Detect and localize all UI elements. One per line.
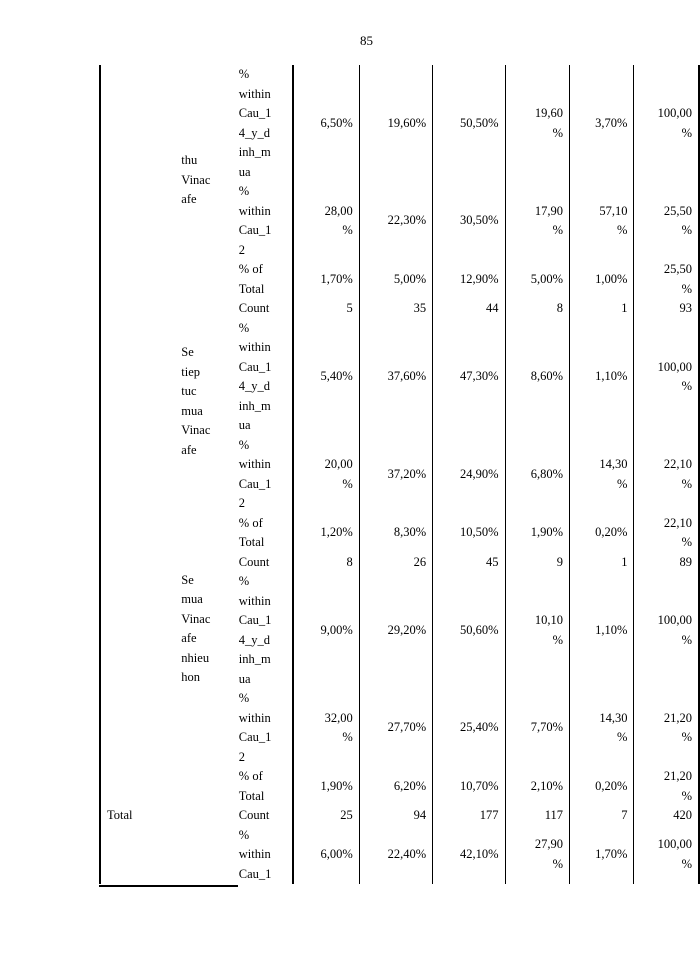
value-cell <box>505 572 569 689</box>
table-row <box>100 553 699 573</box>
value-text: 22,10 <box>663 457 692 471</box>
value-cell <box>359 572 432 689</box>
value-text: % <box>681 125 692 140</box>
value-cell <box>293 806 359 826</box>
value-cell <box>433 689 505 767</box>
value-text: % <box>552 125 563 140</box>
value-text: % <box>617 223 628 237</box>
value-text: 10,10 <box>534 613 563 627</box>
crosstab-table <box>99 65 700 884</box>
value-text: 1,00% <box>595 271 628 286</box>
value-cell <box>570 514 634 553</box>
value-text: % <box>681 223 692 237</box>
cell-line: 4_y_d <box>238 125 271 140</box>
subgroup-label <box>181 553 234 807</box>
cell-line: ua <box>238 164 251 179</box>
value-cell <box>505 514 569 553</box>
cell-line: within <box>238 340 271 354</box>
value-text: 0,20% <box>595 525 628 540</box>
table-bottom-rule <box>99 885 238 887</box>
value-cell <box>634 553 699 573</box>
cell-line: inh_m <box>238 398 271 413</box>
value-cell <box>505 806 569 826</box>
statistic-label <box>235 806 294 826</box>
cell-line: 4_y_d <box>238 379 271 393</box>
value-text: 100,00 <box>657 613 692 627</box>
value-text: 20,00 <box>324 457 353 471</box>
value-text: 0,20% <box>595 778 628 793</box>
value-cell <box>293 572 359 689</box>
value-cell <box>570 806 634 826</box>
value-cell <box>359 260 432 299</box>
cell-line: % <box>238 184 250 198</box>
value-cell <box>359 806 432 826</box>
value-text: 44 <box>486 301 499 315</box>
cell-line: afe <box>181 192 197 206</box>
value-cell <box>359 319 432 436</box>
value-text: 9 <box>556 554 563 569</box>
value-cell <box>433 767 505 806</box>
value-text: 22,10 <box>663 515 692 530</box>
row-group-cell <box>100 182 181 260</box>
cell-line: Se <box>181 572 194 587</box>
value-text: 45 <box>486 554 499 569</box>
value-cell <box>433 514 505 553</box>
cell-line: Cau_1 <box>238 613 272 627</box>
value-text: % <box>552 632 563 647</box>
value-cell <box>293 182 359 260</box>
value-text: 50,60% <box>460 622 499 637</box>
row-group-cell <box>100 436 181 514</box>
crosstab-body <box>100 65 699 884</box>
value-cell <box>505 319 569 436</box>
value-cell <box>433 553 505 573</box>
value-cell <box>634 260 699 299</box>
value-cell <box>359 826 432 885</box>
value-text: 14,30 <box>599 457 628 471</box>
value-text: % <box>342 476 353 491</box>
value-text: 32,00 <box>324 710 353 725</box>
cell-line: % <box>238 574 250 588</box>
cell-line: ua <box>238 418 251 432</box>
value-text: % <box>552 223 563 237</box>
cell-line: Total <box>238 788 265 803</box>
cell-line: afe <box>181 631 197 645</box>
value-text: 3,70% <box>595 115 628 130</box>
cell-line: Total <box>238 535 265 549</box>
value-text: % <box>681 476 692 491</box>
value-cell <box>433 260 505 299</box>
value-cell <box>359 436 432 514</box>
cell-line: % of <box>238 515 263 530</box>
value-text: % <box>681 379 692 393</box>
value-text: 37,20% <box>387 466 427 481</box>
cell-line: Cau_1 <box>238 223 272 237</box>
value-text: 35 <box>413 301 427 315</box>
value-text: 21,20 <box>663 769 692 783</box>
value-text: 117 <box>544 808 563 822</box>
statistic-label <box>235 689 294 767</box>
value-cell <box>293 299 359 319</box>
value-cell <box>570 436 634 514</box>
cell-line: Count <box>238 808 270 822</box>
value-cell <box>570 553 634 573</box>
value-cell <box>634 806 699 826</box>
value-cell <box>505 182 569 260</box>
cell-line: within <box>238 203 271 218</box>
value-cell <box>293 767 359 806</box>
value-cell <box>505 299 569 319</box>
value-cell <box>570 182 634 260</box>
value-cell <box>505 65 569 182</box>
cell-line: within <box>238 847 271 861</box>
value-text: % <box>681 788 692 803</box>
value-text: 5,00% <box>393 271 427 286</box>
value-text: 93 <box>679 301 692 315</box>
value-cell <box>634 514 699 553</box>
total-text: Total <box>107 808 133 822</box>
value-cell <box>634 65 699 182</box>
value-text: 177 <box>479 808 499 822</box>
value-cell <box>359 299 432 319</box>
value-cell <box>433 319 505 436</box>
value-text: 37,60% <box>387 369 427 384</box>
value-cell <box>505 767 569 806</box>
value-cell <box>359 553 432 573</box>
value-cell <box>570 572 634 689</box>
value-text: 1,90% <box>320 778 353 793</box>
row-group-cell <box>100 553 181 573</box>
value-cell <box>505 260 569 299</box>
cell-line: Total <box>238 281 265 296</box>
cell-line: 4_y_d <box>238 632 271 647</box>
value-text: 25,50 <box>663 203 692 218</box>
cell-line: % of <box>238 262 263 276</box>
value-text: % <box>617 476 628 491</box>
value-text: % <box>617 730 628 744</box>
cell-line: within <box>238 86 271 101</box>
value-text: 5,40% <box>320 369 353 384</box>
cell-line: % <box>238 67 250 81</box>
cell-line: 2 <box>238 749 246 764</box>
value-text: % <box>552 856 563 871</box>
value-cell <box>570 767 634 806</box>
value-text: 27,90 <box>534 837 563 852</box>
value-text: 50,50% <box>460 115 499 130</box>
row-group-cell <box>100 299 181 319</box>
value-cell <box>634 182 699 260</box>
cell-line: Cau_1 <box>238 106 272 120</box>
value-cell <box>433 572 505 689</box>
value-cell <box>634 572 699 689</box>
cell-line: 2 <box>238 242 246 257</box>
value-text: 10,50% <box>460 525 499 540</box>
statistic-label <box>235 767 294 806</box>
value-cell <box>570 260 634 299</box>
value-cell <box>505 826 569 885</box>
value-cell <box>505 436 569 514</box>
statistic-label <box>235 826 294 885</box>
value-text: 21,20 <box>663 710 692 725</box>
value-text: 1,10% <box>595 369 628 384</box>
value-cell <box>433 65 505 182</box>
value-cell <box>570 319 634 436</box>
cell-line: Cau_1 <box>238 476 272 491</box>
cell-line: Count <box>238 554 270 569</box>
cell-line: mua <box>181 403 203 418</box>
row-group-cell <box>100 319 181 436</box>
value-cell <box>634 826 699 885</box>
cell-line: Cau_1 <box>238 866 272 881</box>
value-text: 8 <box>346 554 353 569</box>
page-number: 85 <box>360 33 373 48</box>
value-cell <box>505 689 569 767</box>
value-text: 19,60% <box>387 115 427 130</box>
cell-line: within <box>238 457 271 471</box>
value-text: 47,30% <box>460 369 499 384</box>
value-text: 420 <box>673 808 692 822</box>
value-text: 9,00% <box>320 622 353 637</box>
total-label <box>100 806 235 884</box>
cell-line: hon <box>181 670 201 684</box>
cell-line: 2 <box>238 496 246 510</box>
value-cell <box>359 65 432 182</box>
statistic-label <box>235 260 294 299</box>
table-row <box>100 65 699 182</box>
value-cell <box>293 319 359 436</box>
value-text: 10,70% <box>460 778 499 793</box>
cell-line: ua <box>238 671 251 686</box>
value-text: 6,20% <box>393 778 427 793</box>
value-text: % <box>681 632 692 647</box>
value-text: % <box>342 223 353 237</box>
value-text: 26 <box>413 554 427 569</box>
value-text: 1 <box>621 554 628 569</box>
statistic-label <box>235 65 294 182</box>
statistic-label <box>235 299 294 319</box>
value-text: % <box>342 730 353 744</box>
statistic-label <box>235 514 294 553</box>
value-text: % <box>681 535 692 549</box>
value-cell <box>293 65 359 182</box>
value-text: 14,30 <box>599 710 628 725</box>
cell-line: Vinac <box>181 172 211 187</box>
value-text: 7 <box>621 808 628 822</box>
value-cell <box>570 65 634 182</box>
value-text: 8,30% <box>393 525 427 540</box>
value-text: 25,50 <box>663 262 692 276</box>
cell-line: inh_m <box>238 652 271 666</box>
value-text: 1,70% <box>320 271 353 286</box>
cell-line: % <box>238 320 250 335</box>
statistic-label <box>235 572 294 689</box>
value-cell <box>433 826 505 885</box>
value-text: 1,70% <box>595 847 628 861</box>
value-cell <box>293 514 359 553</box>
row-group-cell <box>100 514 181 553</box>
cell-line: Vinac <box>181 423 211 437</box>
value-text: 100,00 <box>657 359 692 374</box>
value-text: 5,00% <box>530 271 563 286</box>
value-text: 57,10 <box>599 203 628 218</box>
value-cell <box>293 553 359 573</box>
subgroup-label <box>181 65 234 299</box>
cell-line: mua <box>181 592 203 606</box>
value-cell <box>634 767 699 806</box>
value-text: 22,30% <box>387 213 427 228</box>
row-group-cell <box>100 260 181 299</box>
value-cell <box>293 260 359 299</box>
value-cell <box>293 826 359 885</box>
value-text: 17,90 <box>534 203 563 218</box>
statistic-label <box>235 319 294 436</box>
value-cell <box>433 806 505 826</box>
value-text: 6,00% <box>320 847 353 861</box>
cell-line: tiep <box>181 364 201 379</box>
row-group-cell <box>100 689 181 767</box>
cell-line: inh_m <box>238 145 271 159</box>
statistic-label <box>235 182 294 260</box>
value-text: 100,00 <box>657 106 692 120</box>
value-text: 22,40% <box>387 847 427 861</box>
value-text: 28,00 <box>324 203 353 218</box>
value-cell <box>433 436 505 514</box>
value-cell <box>634 436 699 514</box>
cell-line: % <box>238 827 250 842</box>
value-text: 30,50% <box>460 213 499 228</box>
value-text: 2,10% <box>530 778 563 793</box>
value-cell <box>359 767 432 806</box>
value-text: 6,50% <box>320 115 353 130</box>
value-text: 7,70% <box>530 720 563 735</box>
value-text: 24,90% <box>460 466 499 481</box>
cell-line: within <box>238 593 271 608</box>
cell-line: Vinac <box>181 611 211 626</box>
value-text: 89 <box>679 554 692 569</box>
row-group-cell <box>100 572 181 689</box>
subgroup-label <box>181 299 234 553</box>
value-text: 25,40% <box>460 720 499 735</box>
cell-line: Count <box>238 301 270 315</box>
value-cell <box>634 689 699 767</box>
value-cell <box>359 689 432 767</box>
value-text: 19,60 <box>534 106 563 120</box>
value-text: 29,20% <box>387 622 427 637</box>
value-text: 1,10% <box>595 622 628 637</box>
table-row <box>100 299 699 319</box>
cell-line: % <box>238 437 250 452</box>
value-cell <box>634 299 699 319</box>
cell-line: within <box>238 710 271 725</box>
value-text: 1,20% <box>320 525 353 540</box>
value-text: 12,90% <box>460 271 499 286</box>
value-cell <box>634 319 699 436</box>
value-text: 8,60% <box>530 369 563 384</box>
value-text: % <box>681 856 692 871</box>
value-cell <box>570 299 634 319</box>
value-text: 100,00 <box>657 837 692 852</box>
value-text: 6,80% <box>530 466 563 481</box>
value-cell <box>359 182 432 260</box>
value-text: 25 <box>340 808 353 822</box>
value-text: 1,90% <box>530 525 563 540</box>
value-text: 42,10% <box>460 847 499 861</box>
value-text: % <box>681 730 692 744</box>
value-text: 5 <box>346 301 353 315</box>
value-text: 27,70% <box>387 720 427 735</box>
statistic-label <box>235 553 294 573</box>
value-cell <box>433 299 505 319</box>
value-text: 8 <box>556 301 563 315</box>
row-group-cell <box>100 767 181 806</box>
cell-line: Cau_1 <box>238 359 272 374</box>
cell-line: % <box>238 691 250 705</box>
value-cell <box>359 514 432 553</box>
value-cell <box>433 182 505 260</box>
value-text: 1 <box>621 301 628 315</box>
value-cell <box>570 689 634 767</box>
cell-line: thu <box>181 153 198 167</box>
value-cell <box>505 553 569 573</box>
value-cell <box>293 689 359 767</box>
value-text: 94 <box>413 808 427 822</box>
cell-line: % of <box>238 769 263 783</box>
value-cell <box>570 826 634 885</box>
cell-line: Se <box>181 345 194 359</box>
value-cell <box>293 436 359 514</box>
cell-line: afe <box>181 442 197 457</box>
row-group-cell <box>100 65 181 182</box>
total-row <box>100 806 699 826</box>
cell-line: nhieu <box>181 650 210 665</box>
cell-line: Cau_1 <box>238 730 272 744</box>
cell-line: tuc <box>181 384 197 398</box>
value-text: % <box>681 281 692 296</box>
statistic-label <box>235 436 294 514</box>
